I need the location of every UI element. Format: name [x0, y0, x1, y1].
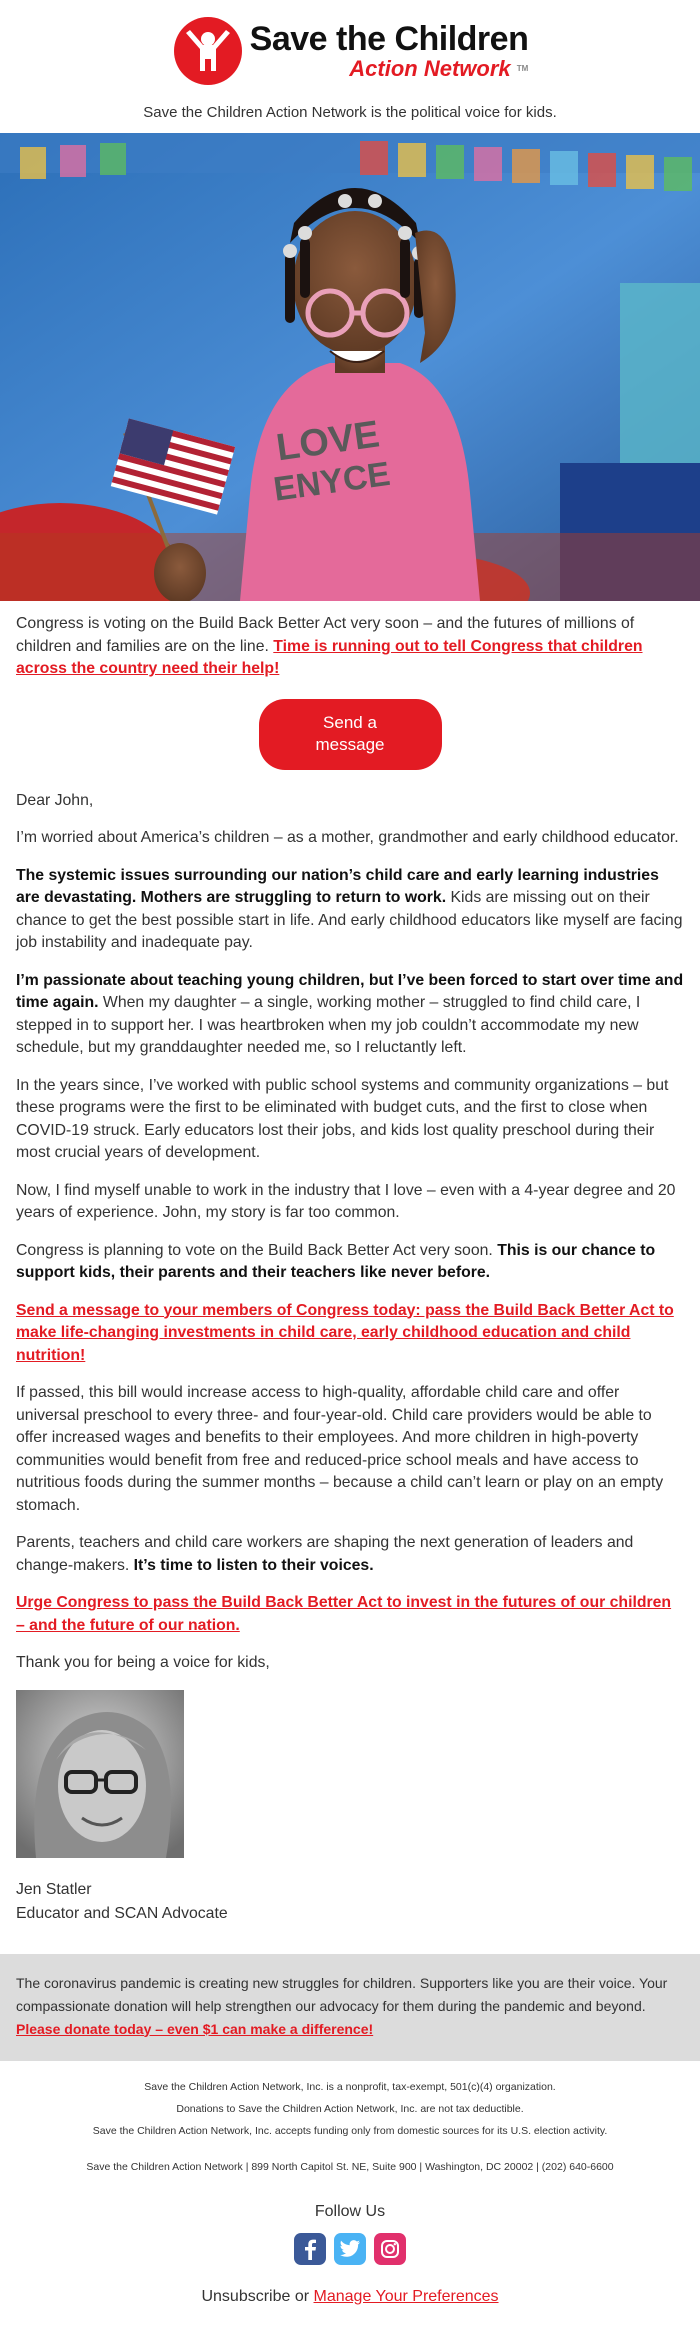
tagline: Save the Children Action Network is the political voice for kids.: [143, 104, 557, 121]
svg-text:ENYCE: ENYCE: [271, 454, 393, 509]
p2-rest: Kids are missing out on their chance to get the best possible start in life. And early childhood educators like myself are facing job instability and inadequate pay.: [16, 889, 683, 951]
letter-paragraph-6: [16, 1240, 684, 1285]
intro-link[interactable]: Time is running out to tell Congress that children across the country need their help!: [16, 637, 643, 677]
closing: Thank you for being a voice for kids,: [16, 1654, 270, 1671]
p6-bold: This is our chance to support kids, their parents and their teachers like never before.: [16, 1241, 656, 1281]
letter-paragraph-1: I’m worried about America’s children – as a mother, grandmother and early childhood educator.: [16, 829, 679, 846]
logo[interactable]: [0, 10, 700, 92]
letter-paragraph-5: Now, I find myself unable to work in the industry that I love – even with a 4-year degree and 20 years of experience. John, my story is far too common.: [16, 1181, 676, 1221]
logo-sub: [250, 57, 529, 81]
letter-paragraph-4: In the years since, I’ve worked with public school systems and community organizations – but these programs were the first to be eliminated with budget cuts, and the first to close when COVID-19 struck. Early educators lost their jobs, and kids lost quality preschool during their most crucial years of development.: [16, 1076, 669, 1161]
p8-text: Parents, teachers and child care workers are shaping the next generation of leaders and change-makers.: [16, 1534, 634, 1574]
signer-title: Educator and SCAN Advocate: [16, 1904, 228, 1922]
signer-name: Jen Statler: [16, 1880, 92, 1898]
footer: [0, 2061, 700, 2309]
link-paragraph-2: [16, 1592, 684, 1637]
email-body: [0, 601, 700, 1926]
send-message-link[interactable]: Send a message to your members of Congress today: pass the Build Back Better Act to make life-changing investments in child care, early childhood education and child nutrition!: [16, 1301, 674, 1364]
follow-us-label: Follow Us: [314, 2202, 386, 2220]
greeting: Dear John,: [16, 791, 94, 809]
p3-rest: When my daughter – a single, working mother – struggled to find child care, I stepped in to support her. I was heartbroken when my job couldn’t accommodate my new schedule, but my granddaughter needed me, so I reluctantly left.: [16, 994, 641, 1056]
urge-congress-link[interactable]: Urge Congress to pass the Build Back Better Act to invest in the futures of our children – and the future of our nation.: [16, 1594, 672, 1634]
svg-text:LOVE: LOVE: [273, 413, 383, 470]
p2-bold: The systemic issues surrounding our nation’s child care and early learning industries are devastating. Mothers are struggling to return to work.: [16, 866, 659, 906]
donate-text: The coronavirus pandemic is creating new struggles for children. Supporters like you are their voice. Your compassionate donation will help strengthen our advocacy for them during the pandemic and beyond.: [16, 1974, 668, 2014]
manage-preferences-link[interactable]: Manage Your Preferences: [313, 2287, 499, 2305]
unsub-prefix: Unsubscribe or: [201, 2287, 314, 2305]
instagram-icon[interactable]: [374, 2233, 406, 2265]
donate-box: [0, 1954, 700, 2061]
footer-address: Save the Children Action Network | 899 North Capitol St. NE, Suite 900 | Washington, DC 20002 | (202) 640-6600: [86, 2160, 614, 2173]
unsubscribe-line: [16, 2285, 684, 2309]
signer-photo: [16, 1690, 184, 1858]
social-links: [16, 2233, 684, 2265]
p3-bold: I’m passionate about teaching young children, but I’ve been forced to start over time and time again.: [16, 971, 684, 1011]
send-message-button[interactable]: Send a message: [259, 699, 442, 770]
save-the-children-logo-icon: [172, 15, 244, 87]
footer-line-2: Donations to Save the Children Action Network, Inc. are not tax deductible.: [176, 2102, 524, 2115]
letter-paragraph-7: If passed, this bill would increase access to high-quality, affordable child care and offer universal preschool to every three- and four-year-old. Child care providers would be able to offer increased wages and benefits to their employees. And more children in high-poverty communities would benefit from free and reduced-price school meals and have access to nutritious foods during the summer months – because a child can’t learn or play on an empty stomach.: [16, 1384, 664, 1514]
hero-image[interactable]: [0, 133, 700, 601]
footer-line-3: Save the Children Action Network, Inc. accepts funding only from domestic sources for its U.S. election activity.: [92, 2124, 608, 2137]
logo-name: Save the Children: [249, 20, 529, 58]
p6-text: Congress is planning to vote on the Build Back Better Act very soon.: [16, 1241, 498, 1259]
trademark: TM: [516, 64, 529, 73]
letter-paragraph-2: [16, 865, 684, 955]
signature-block: [16, 1878, 684, 1926]
link-paragraph-1: [16, 1300, 684, 1368]
letter-paragraph-3: [16, 970, 684, 1060]
email-header: [0, 0, 700, 133]
facebook-icon[interactable]: [294, 2233, 326, 2265]
logo-sub-text: Action Network: [349, 56, 511, 81]
intro-paragraph: [16, 613, 684, 681]
p8-bold: It’s time to listen to their voices.: [133, 1556, 374, 1574]
twitter-icon[interactable]: [334, 2233, 366, 2265]
letter-paragraph-8: [16, 1532, 684, 1577]
footer-line-1: Save the Children Action Network, Inc. is a nonprofit, tax-exempt, 501(c)(4) organization.: [144, 2080, 556, 2093]
donate-link[interactable]: Please donate today – even $1 can make a difference!: [16, 2020, 374, 2037]
intro-text: Congress is voting on the Build Back Better Act very soon – and the futures of millions of children and families are on the line.: [16, 615, 635, 655]
